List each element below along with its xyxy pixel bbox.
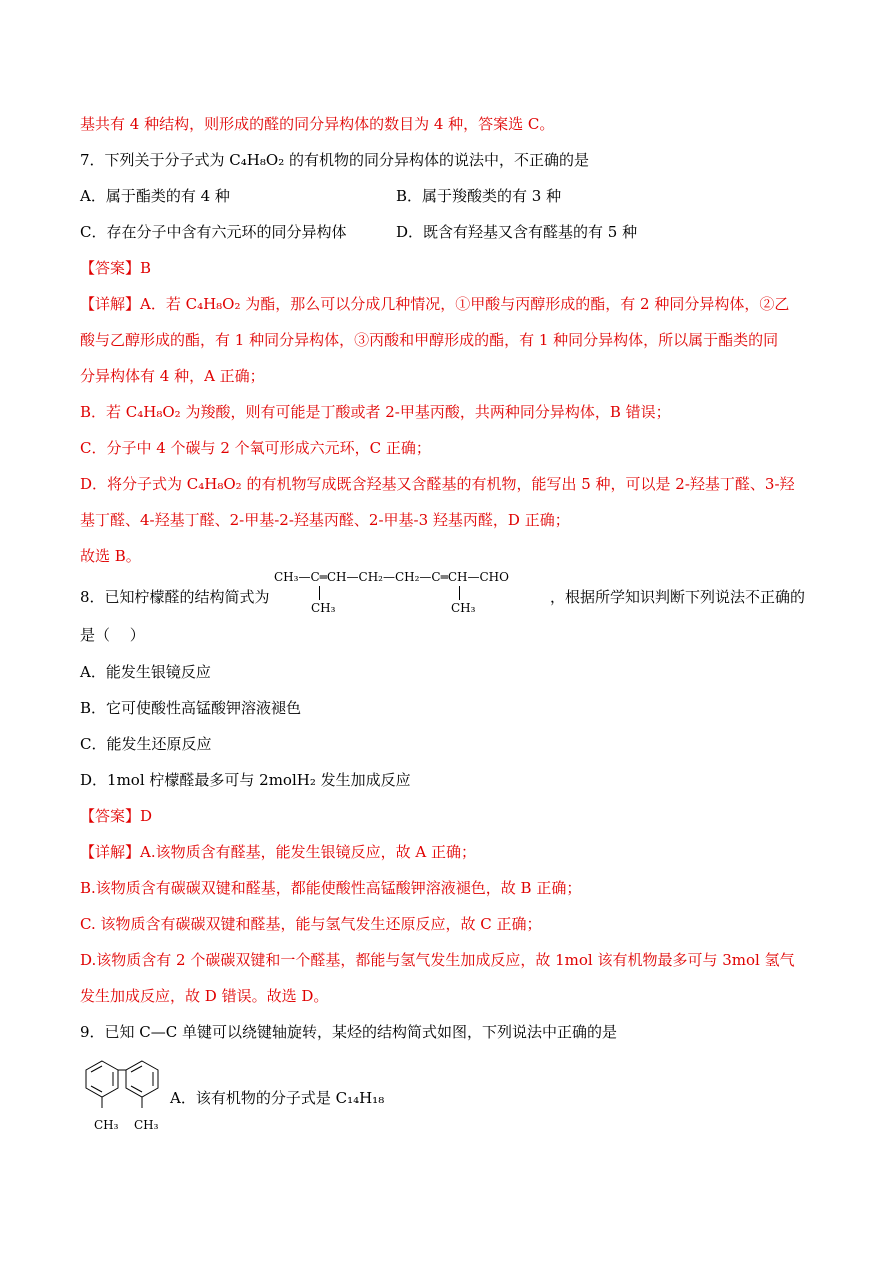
q7-explanation-d-line-2: 基丁醛、4-羟基丁醛、2-甲基-2-羟基丙醛、2-甲基-3 羟基丙醛，D 正确； xyxy=(80,511,570,529)
citral-structure xyxy=(274,570,554,618)
q7-explanation-c: C．分子中 4 个碳与 2 个氧可形成六元环，C 正确； xyxy=(80,439,431,457)
q7-explanation-line-1: 【详解】A．若 C₄H₈O₂ 为酯，那么可以分成几种情况，①甲酸与丙醇形成的酯，有 2 种同分异构体，②乙 xyxy=(80,295,790,313)
explanation-continuation: 基共有 4 种结构，则形成的醛的同分异构体的数目为 4 种，答案选 C。 xyxy=(80,115,555,133)
q7-option-c: C．存在分子中含有六元环的同分异构体 xyxy=(80,223,347,241)
methyl-left: CH₃ xyxy=(94,1118,119,1132)
citral-branch-bond-1 xyxy=(319,586,320,600)
citral-methyl-2: CH₃ xyxy=(451,601,476,615)
question-8-stem-cont: 是（ ） xyxy=(80,626,145,644)
q8-explanation-a: 【详解】A.该物质含有醛基，能发生银镜反应，故 A 正确； xyxy=(80,843,476,861)
question-9-stem: 9．已知 C—C 单键可以绕键轴旋转，某烃的结构简式如图，下列说法中正确的是 xyxy=(80,1023,618,1041)
question-8-stem-start: 8．已知柠檬醛的结构简式为 xyxy=(80,588,270,606)
q8-explanation-b: B.该物质含有碳碳双键和醛基，都能使酸性高锰酸钾溶液褪色，故 B 正确； xyxy=(80,879,582,897)
question-8-stem-end: ，根据所学知识判断下列说法不正确的 xyxy=(550,588,806,606)
q7-option-d: D．既含有羟基又含有醛基的有 5 种 xyxy=(396,223,638,241)
q8-explanation-c: C. 该物质含有碳碳双键和醛基，能与氢气发生还原反应，故 C 正确； xyxy=(80,915,542,933)
q8-explanation-d-line-2: 发生加成反应，故 D 错误。故选 D。 xyxy=(80,987,329,1005)
question-7-stem: 7．下列关于分子式为 C₄H₈O₂ 的有机物的同分异构体的说法中，不正确的是 xyxy=(80,151,589,169)
q7-explanation-b: B．若 C₄H₈O₂ 为羧酸，则有可能是丁酸或者 2-甲基丙酸，共两种同分异构体，B 错误； xyxy=(80,403,671,421)
q8-option-c: C．能发生还原反应 xyxy=(80,735,212,753)
q9-option-a: A．该有机物的分子式是 C₁₄H₁₈ xyxy=(170,1089,385,1107)
q8-explanation-d-line-1: D.该物质含有 2 个碳碳双键和一个醛基，都能与氢气发生加成反应，故 1mol 该有机物最多可与 3mol 氢气 xyxy=(80,951,795,969)
q7-conclusion: 故选 B。 xyxy=(80,547,141,565)
q7-explanation-d-line-1: D．将分子式为 C₄H₈O₂ 的有机物写成既含羟基又含醛基的有机物，能写出 5 种，可以是 2-羟基丁醛、3-羟 xyxy=(80,475,795,493)
q7-option-a: A．属于酯类的有 4 种 xyxy=(80,187,230,205)
q8-option-b: B．它可使酸性高锰酸钾溶液褪色 xyxy=(80,699,302,717)
methyl-right: CH₃ xyxy=(134,1118,159,1132)
q8-answer: 【答案】D xyxy=(80,807,153,825)
citral-methyl-1: CH₃ xyxy=(311,601,336,615)
q7-option-b: B．属于羧酸类的有 3 种 xyxy=(396,187,562,205)
citral-branch-bond-2 xyxy=(459,586,460,600)
q8-option-a: A．能发生银镜反应 xyxy=(80,663,211,681)
citral-main-chain: CH₃—C═CH—CH₂—CH₂—C═CH—CHO xyxy=(274,570,509,584)
biphenyl-rings xyxy=(80,1058,170,1108)
q7-explanation-line-3: 分异构体有 4 种，A 正确； xyxy=(80,367,265,385)
q7-answer: 【答案】B xyxy=(80,259,152,277)
q8-option-d: D．1mol 柠檬醛最多可与 2molH₂ 发生加成反应 xyxy=(80,771,411,789)
q7-explanation-line-2: 酸与乙醇形成的酯，有 1 种同分异构体，③丙酸和甲醇形成的酯，有 1 种同分异构体，所以属于酯类的同 xyxy=(80,331,779,349)
dimethylbiphenyl-structure xyxy=(80,1058,170,1140)
